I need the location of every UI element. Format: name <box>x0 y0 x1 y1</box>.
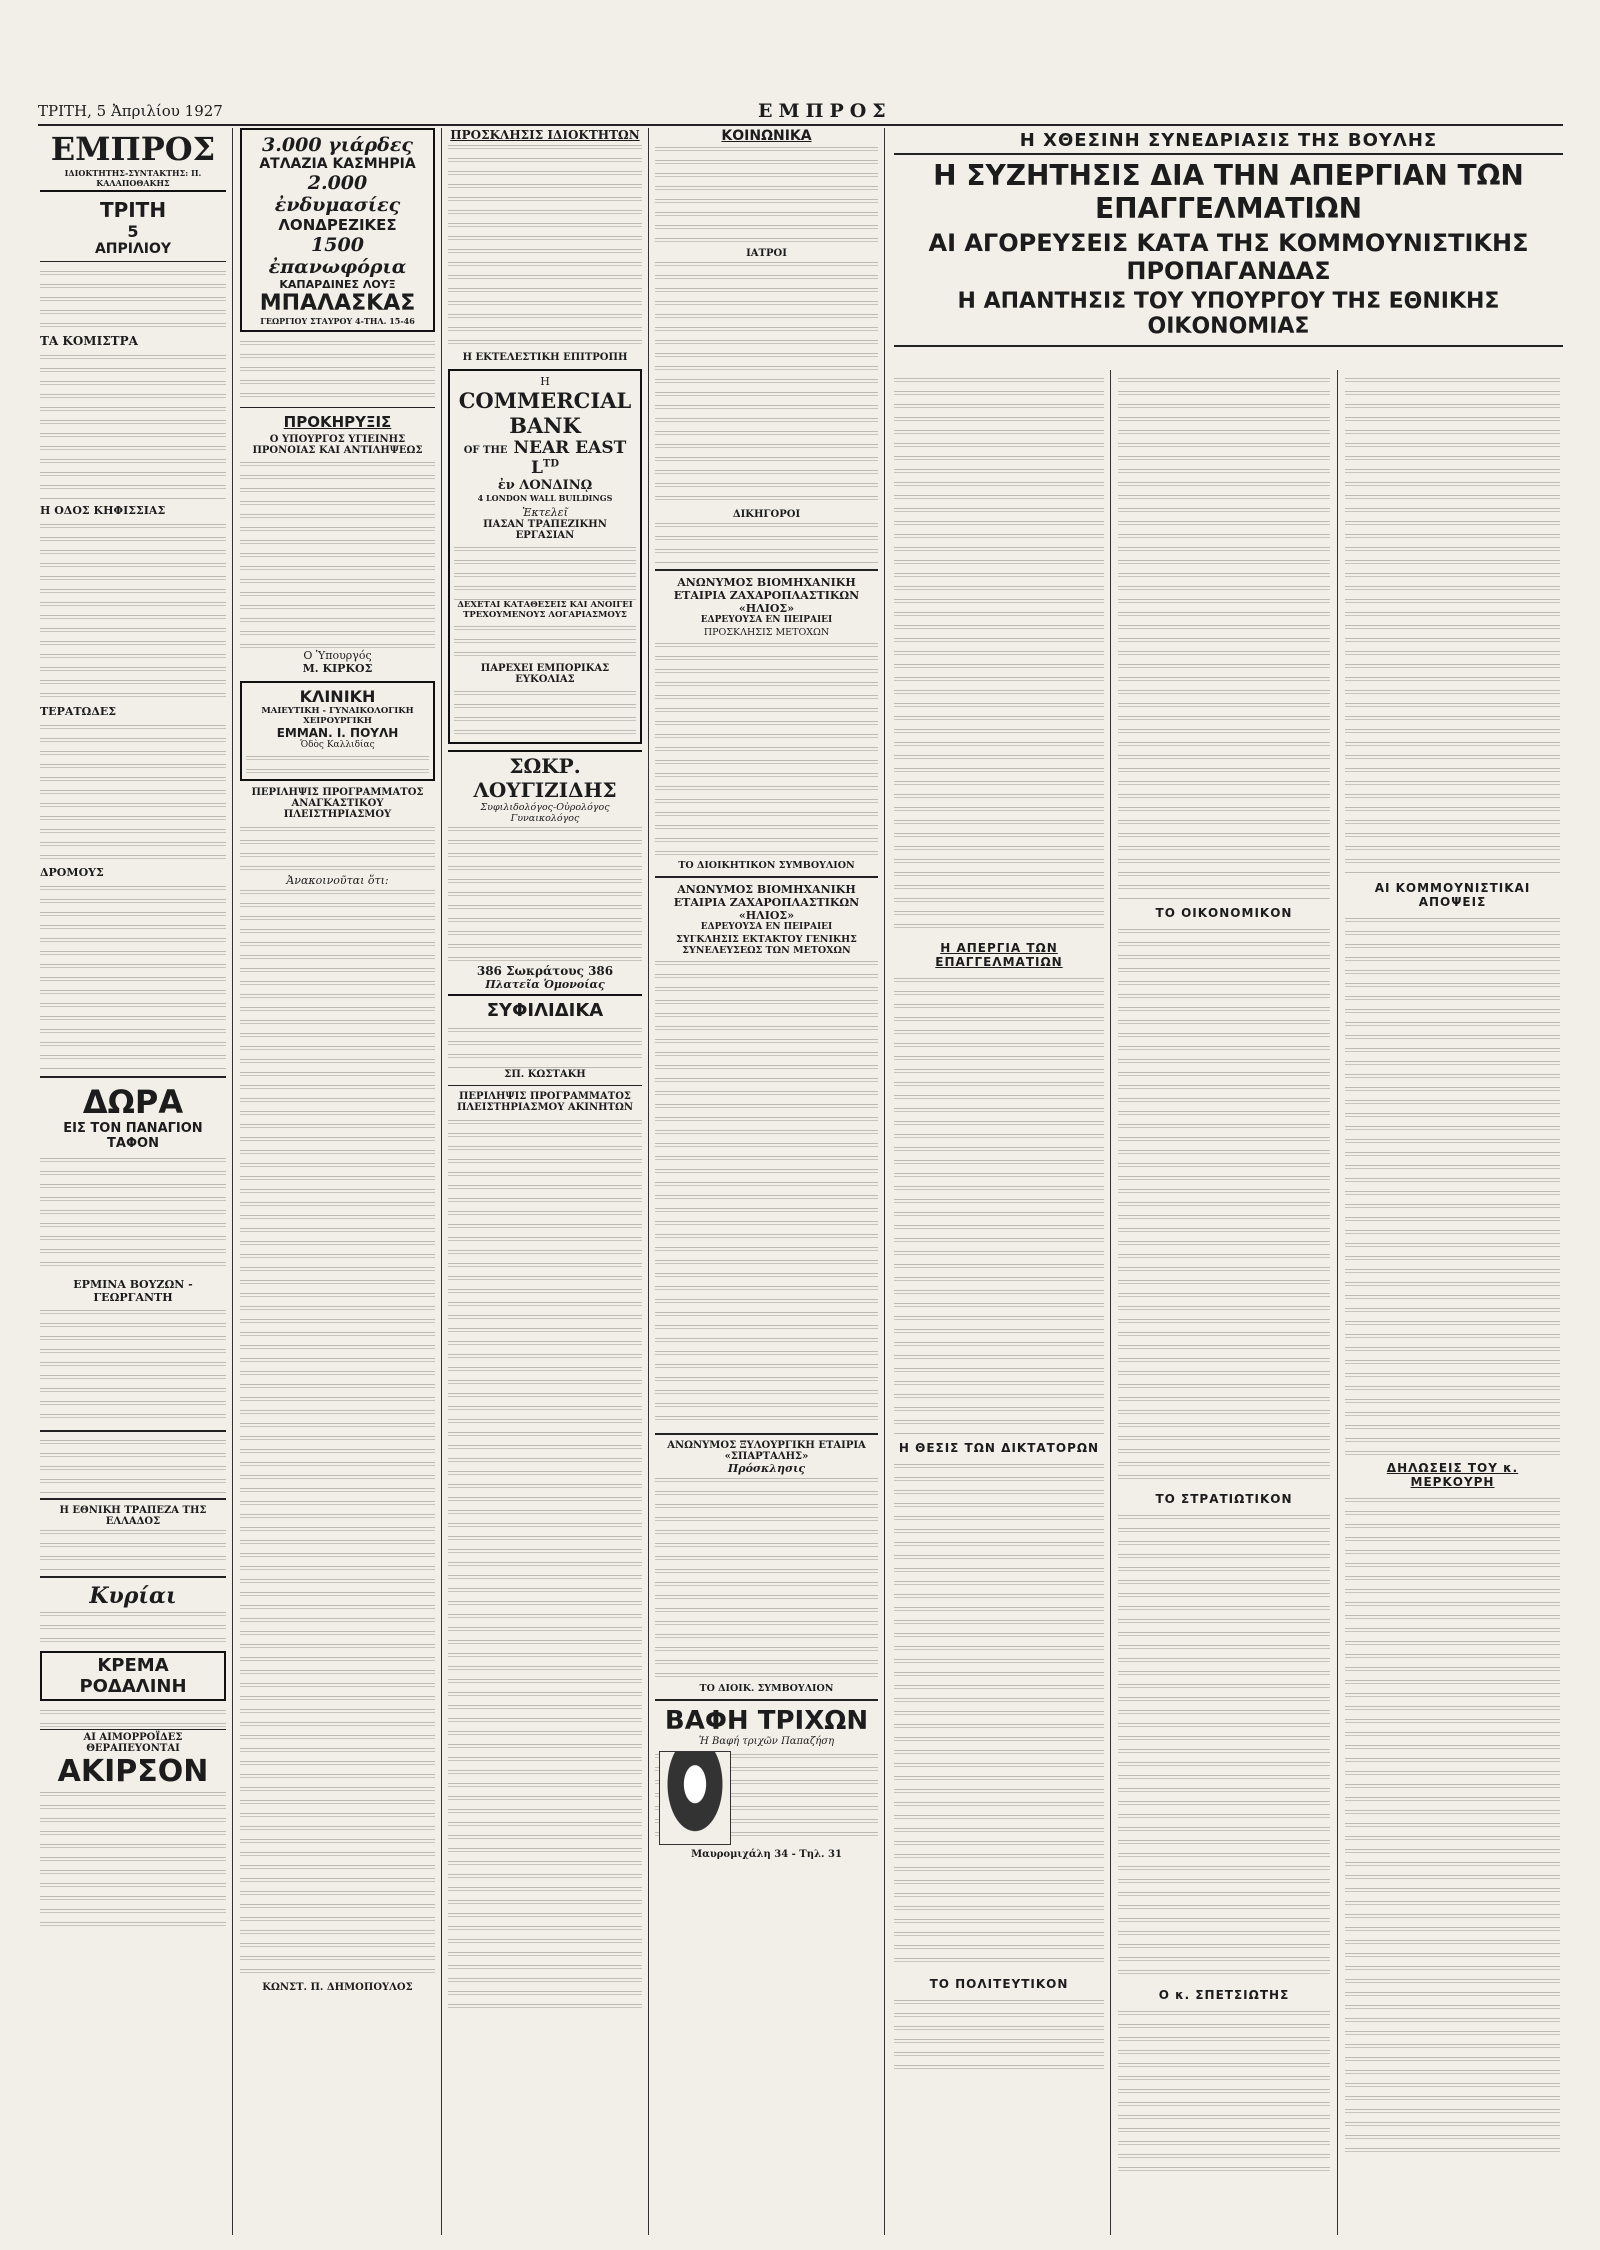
column-5 <box>894 375 1104 2235</box>
column-6 <box>1118 375 1330 2235</box>
text-block <box>1345 375 1560 875</box>
bank-td: TD <box>542 458 560 470</box>
text-block <box>448 142 642 352</box>
company2-title: ΑΝΩΝΥΜΟΣ ΒΙΟΜΗΧΑΝΙΚΗ ΕΤΑΙΡΙΑ ΖΑΧΑΡΟΠΛΑΣΤΙΚΩΝ «ΗΛΙΟΣ» <box>673 883 860 922</box>
text-block <box>40 1789 226 1929</box>
lead-headline: Η ΣΥΖΗΤΗΣΙΣ ΔΙΑ ΤΗΝ ΑΠΕΡΓΙΑΝ ΤΩΝ ΕΠΑΓΓΕΛΜΑΤΙΩΝ <box>933 159 1524 225</box>
text-block <box>240 338 435 402</box>
text-block <box>240 459 435 649</box>
bank-of: OF THE <box>463 445 508 456</box>
cream-ad <box>40 1651 226 1701</box>
col5-subhead-3: ΤΟ ΠΟΛΙΤΕΥΤΙΚΟΝ <box>929 1977 1069 1991</box>
text-block <box>894 1461 1104 1971</box>
text-block <box>1118 2008 1330 2178</box>
column-3 <box>448 128 642 2235</box>
text-block <box>448 824 642 964</box>
text-block <box>40 1437 226 1493</box>
text-block <box>40 1609 226 1651</box>
company1-sub: ΕΔΡΕΥΟΥΣΑ ΕΝ ΠΕΙΡΑΙΕΙ <box>700 615 833 625</box>
text-block <box>40 521 226 701</box>
hair-dye-address: Μαυρομιχάλη 34 - Τηλ. 31 <box>691 1849 842 1860</box>
text-block <box>40 1307 226 1425</box>
lead-deck-1: ΑΙ ΑΓΟΡΕΥΣΕΙΣ ΚΑΤΑ ΤΗΣ ΚΟΜΜΟΥΝΙΣΤΙΚΗΣ ΠΡΟΠΑΓΑΝΔΑΣ <box>928 229 1529 285</box>
hair-dye-title: ΒΑΦΗ ΤΡΙΧΩΝ <box>664 1706 869 1736</box>
sign-off: ΚΩΝΣΤ. Π. ΔΗΜΟΠΟΥΛΟΣ <box>262 1982 413 1993</box>
clinic-name: ΕΜΜΑΝ. Ι. ΠΟΥΛΗ <box>276 726 399 740</box>
cream-title: ΚΡΕΜΑ ΡΟΔΑΛΙΝΗ <box>79 1655 187 1697</box>
col7-subhead-1: ΑΙ ΚΟΜΜΟΥΝΙΣΤΙΚΑΙ ΑΠΟΨΕΙΣ <box>1374 881 1531 909</box>
lead-deck-2: Η ΑΠΑΝΤΗΣΙΣ ΤΟΥ ΥΠΟΥΡΓΟΥ ΤΗΣ ΕΘΝΙΚΗΣ ΟΙΚΟΝΟΜΙΑΣ <box>894 287 1563 347</box>
text-block <box>894 1997 1104 2077</box>
prosklisis-title: ΠΡΟΣΚΛΗΣΙΣ ΙΔΙΟΚΤΗΤΩΝ <box>450 128 640 142</box>
ad-therapeuontai: ΑΙ ΑΙΜΟΡΡΟΪΔΕΣ ΘΕΡΑΠΕΥΟΝΤΑΙ <box>40 1729 226 1754</box>
doctor-square: Πλατεῖα Ὁμονοίας <box>448 978 642 996</box>
company1-title: ΑΝΩΝΥΜΟΣ ΒΙΟΜΗΧΑΝΙΚΗ ΕΤΑΙΡΙΑ ΖΑΧΑΡΟΠΛΑΣΤΙΚΩΝ «ΗΛΙΟΣ» <box>673 576 860 615</box>
text-block <box>454 688 636 738</box>
col7-subhead-2: ΔΗΛΩΣΕΙΣ ΤΟΥ κ. ΜΕΡΚΟΥΡΗ <box>1386 1461 1519 1489</box>
day-name: ΤΡΙΤΗ <box>99 198 167 222</box>
ad-line-7: ΜΠΑΛΑΣΚΑΣ <box>259 291 416 316</box>
text-block <box>655 640 878 860</box>
text-block <box>1345 1495 1560 2155</box>
text-block <box>1118 1512 1330 1982</box>
bank-the: Η <box>540 375 550 388</box>
bank-name: COMMERCIAL BANK <box>458 388 632 438</box>
doctors-title: ΙΑΤΡΟΙ <box>746 248 787 259</box>
column-rule <box>884 128 885 2235</box>
lawyers-title: ΔΙΚΗΓΟΡΟΙ <box>732 509 801 520</box>
text-block <box>40 883 226 1071</box>
bank-operations: ΠΑΣΑΝ ΤΡΑΠΕΖΙΚΗΝ ΕΡΓΑΣΙΑΝ <box>483 519 607 541</box>
paper-name: ΕΜΠΡΟΣ <box>50 130 216 168</box>
board-sign: ΤΟ ΔΙΟΙΚΗΤΙΚΟΝ ΣΥΜΒΟΥΛΙΟΝ <box>678 860 855 871</box>
page-header <box>38 100 1563 126</box>
meeting-title: ΣΥΓΚΛΗΣΙΣ ΕΚΤΑΚΤΟΥ ΓΕΝΙΚΗΣ ΣΥΝΕΛΕΥΣΕΩΣ ΤΩΝ ΜΕΤΟΧΩΝ <box>676 934 857 956</box>
signer-name: Μ. ΚΙΡΚΟΣ <box>302 662 373 675</box>
text-block <box>448 1117 642 2017</box>
column-1 <box>40 128 226 2235</box>
column-2 <box>240 128 435 2235</box>
social-title: ΚΟΙΝΩΝΙΚΑ <box>721 128 812 144</box>
column-rule <box>441 128 442 2235</box>
column-rule <box>232 128 233 2235</box>
ad-line-1: 3.000 γιάρδες <box>262 134 413 156</box>
portrait-illustration <box>659 1751 731 1845</box>
text-block <box>40 1527 226 1571</box>
text-block <box>655 259 878 509</box>
text-block <box>454 544 636 600</box>
col5-subhead-1: Η ΑΠΕΡΓΙΑ ΤΩΝ ΕΠΑΓΓΕΛΜΑΤΙΩΝ <box>935 941 1063 969</box>
prokiryxis-title: ΠΡΟΚΗΡΥΞΙΣ <box>283 413 392 431</box>
text-block <box>240 824 435 874</box>
board2-sign: ΤΟ ΔΙΟΙΚ. ΣΥΜΒΟΥΛΙΟΝ <box>699 1683 834 1694</box>
bank-address: 4 LONDON WALL BUILDINGS <box>477 493 613 503</box>
kyriai-title: Κυρίαι <box>89 1583 177 1609</box>
editor-line: ΙΔΙΟΚΤΗΤΗΣ-ΣΥΝΤΑΚΤΗΣ: Π. ΚΑΛΑΠΟΘΑΚΗΣ <box>64 168 202 188</box>
bank-ektelei: Ἐκτελεῖ <box>522 506 568 519</box>
invite-title: ΠΡΟΣΚΛΗΣΙΣ ΜΕΤΟΧΩΝ <box>703 627 830 638</box>
text-block <box>454 623 636 663</box>
masthead-small: ΕΜΠΡΟΣ <box>758 100 892 122</box>
bank-deposits: ΔΕΧΕΤΑΙ ΚΑΤΑΘΕΣΕΙΣ ΚΑΙ ΑΝΟΙΓΕΙ ΤΡΕΧΟΥΜΕΝΟΥΣ ΛΟΓΑΡΙΑΣΜΟΥΣ <box>457 600 633 620</box>
clinic-subtitle: ΜΑΙΕΥΤΙΚΗ - ΓΥΝΑΙΚΟΛΟΓΙΚΗ ΧΕΙΡΟΥΡΓΙΚΗ <box>261 706 414 726</box>
col6-subhead-1: ΤΟ ΟΙΚΟΝΟΜΙΚΟΝ <box>1155 906 1293 920</box>
column-4 <box>655 128 878 2235</box>
section-komistra: ΤΑ ΚΟΜΙΣΤΡΑ <box>40 334 138 348</box>
gifts-title: ΔΩΡΑ <box>82 1083 184 1121</box>
names-line: ΕΡΜΙΝΑ ΒΟΥΖΩΝ - ΓΕΩΡΓΑΝΤΗ <box>73 1278 193 1304</box>
bank-title: Η ΕΘΝΙΚΗ ΤΡΑΠΕΖΑ ΤΗΣ ΕΛΛΑΔΟΣ <box>59 1505 207 1527</box>
column-rule <box>1110 370 1111 2235</box>
column-rule <box>1337 370 1338 2235</box>
section-teratodes: ΤΕΡΑΤΩΔΕΣ <box>40 705 117 718</box>
company3-title: ΑΝΩΝΥΜΟΣ ΞΥΛΟΥΡΓΙΚΗ ΕΤΑΙΡΙΑ «ΣΠΑΡΤΑΛΗΣ» <box>667 1440 866 1462</box>
text-block <box>894 975 1104 1435</box>
col6-subhead-2: ΤΟ ΣΤΡΑΤΙΩΤΙΚΟΝ <box>1155 1492 1293 1506</box>
text-block <box>40 268 226 330</box>
text-block <box>40 1155 226 1275</box>
syphilis-doctor: ΣΠ. ΚΩΣΤΑΚΗ <box>504 1069 586 1080</box>
syphilis-title: ΣΥΦΙΛΙΔΙΚΑ <box>486 1000 604 1021</box>
issue-date: ΤΡΙΤΗ, 5 Ἀπριλίου 1927 <box>38 102 223 120</box>
day-number: 5 <box>127 222 139 241</box>
ad-line-5: 1500 ἐπανωφόρια <box>268 234 407 278</box>
text-block <box>655 958 878 1428</box>
column-rule <box>648 128 649 2235</box>
text-block <box>246 753 429 775</box>
ad-line-2: ΑΤΛΑΖΙΑ ΚΑΣΜΗΡΙΑ <box>259 156 416 172</box>
ad-line-3: 2.000 ἐνδυμασίες <box>274 172 401 216</box>
text-block <box>1118 375 1330 900</box>
lead-story-banner <box>894 128 1563 347</box>
date-box <box>40 198 226 262</box>
month-name: ΑΠΡΙΛΙΟΥ <box>94 241 172 257</box>
text-block <box>1118 926 1330 1486</box>
text-block <box>655 144 878 248</box>
col5-subhead-2: Η ΘΕΣΙΣ ΤΩΝ ΔΙΚΤΑΤΟΡΩΝ <box>898 1441 1100 1455</box>
hair-dye-sub: Ἡ Βαφή τριχῶν Παπαζήση <box>698 1736 835 1747</box>
gifts-subtitle: ΕΙΣ ΤΟΝ ΠΑΝΑΓΙΟΝ ΤΑΦΟΝ <box>63 1121 203 1151</box>
akirson-title: ΑΚΙΡΣΟΝ <box>57 1754 209 1789</box>
col6-subhead-3: Ο κ. ΣΠΕΤΣΙΩΤΗΣ <box>1158 1988 1290 2002</box>
ad-line-6: ΚΑΠΑΡΔΙΝΕΣ ΛΟΥΞ <box>279 278 396 291</box>
bank-near-east: NEAR EAST L <box>513 438 627 478</box>
commercial-bank-ad <box>448 369 642 744</box>
clinic-address: Ὁδὸς Καλλιδίας <box>300 740 375 750</box>
committee: Η ΕΚΤΕΛΕΣΤΙΚΗ ΕΠΙΤΡΟΠΗ <box>462 352 628 363</box>
text-block <box>894 375 1104 935</box>
lottery-title: ΠΕΡΙΛΗΨΙΣ ΠΡΟΓΡΑΜΜΑΤΟΣ ΑΝΑΓΚΑΣΤΙΚΟΥ ΠΛΕΙΣΤΗΡΙΑΣΜΟΥ <box>251 787 424 820</box>
company2-sub: ΕΔΡΕΥΟΥΣΑ ΕΝ ΠΕΙΡΑΙΕΙ <box>700 922 833 932</box>
section-odos: Η ΟΔΟΣ ΚΗΦΙΣΣΙΑΣ <box>40 504 166 517</box>
text-block <box>40 722 226 862</box>
ad-line-4: ΛΟΝΔΡΕΖΙΚΕΣ <box>278 216 397 234</box>
text-block <box>240 887 435 1982</box>
clinic-title: ΚΛΙΝΙΚΗ <box>299 687 376 706</box>
text-block <box>655 520 878 564</box>
anakoinosis: Ἀνακοινοῦται ὅτι: <box>286 874 389 887</box>
text-block <box>1345 915 1560 1455</box>
nameplate <box>40 128 226 192</box>
doctor-specialty: Συφιλιδολόγος-Οὐρολόγος Γυναικολόγος <box>480 802 610 824</box>
column-7 <box>1345 375 1560 2235</box>
text-block <box>40 352 226 500</box>
text-block <box>40 1707 226 1729</box>
bank-trade: ΠΑΡΕΧΕΙ ΕΜΠΟΡΙΚΑΣ ΕΥΚΟΛΙΑΣ <box>480 663 610 685</box>
balaskas-ad <box>240 128 435 332</box>
ad-line-8: ΓΕΩΡΓΙΟΥ ΣΤΑΥΡΟΥ 4-ΤΗΛ. 15-46 <box>260 316 415 326</box>
clinic-ad <box>240 681 435 781</box>
section-dromous: ΔΡΟΜΟΥΣ <box>40 866 104 879</box>
ministry-line: Ο ΥΠΟΥΡΓΟΣ ΥΓΙΕΙΝΗΣ ΠΡΟΝΟΙΑΣ ΚΑΙ ΑΝΤΙΛΗΨΕΩΣ <box>252 434 423 456</box>
doctor-name: ΣΩΚΡ. ΛΟΥΓΙΖΙΔΗΣ <box>448 750 642 802</box>
bank-city: ἐν ΛΟΝΔΙΝῼ <box>497 478 593 493</box>
lottery2-title: ΠΕΡΙΛΗΨΙΣ ΠΡΟΓΡΑΜΜΑΤΟΣ ΠΛΕΙΣΤΗΡΙΑΣΜΟΥ ΑΚΙΝΗΤΩΝ <box>456 1091 634 1113</box>
invite2-title: Πρόσκλησις <box>727 1462 806 1475</box>
text-block <box>448 1025 642 1069</box>
lead-kicker: Η ΧΘΕΣΙΝΗ ΣΥΝΕΔΡΙΑΣΙΣ ΤΗΣ ΒΟΥΛΗΣ <box>894 128 1563 155</box>
text-block <box>655 1475 878 1683</box>
doctor-address: 386 Σωκράτους 386 <box>476 964 614 978</box>
signer-label: Ο Ὑπουργός <box>303 649 372 662</box>
